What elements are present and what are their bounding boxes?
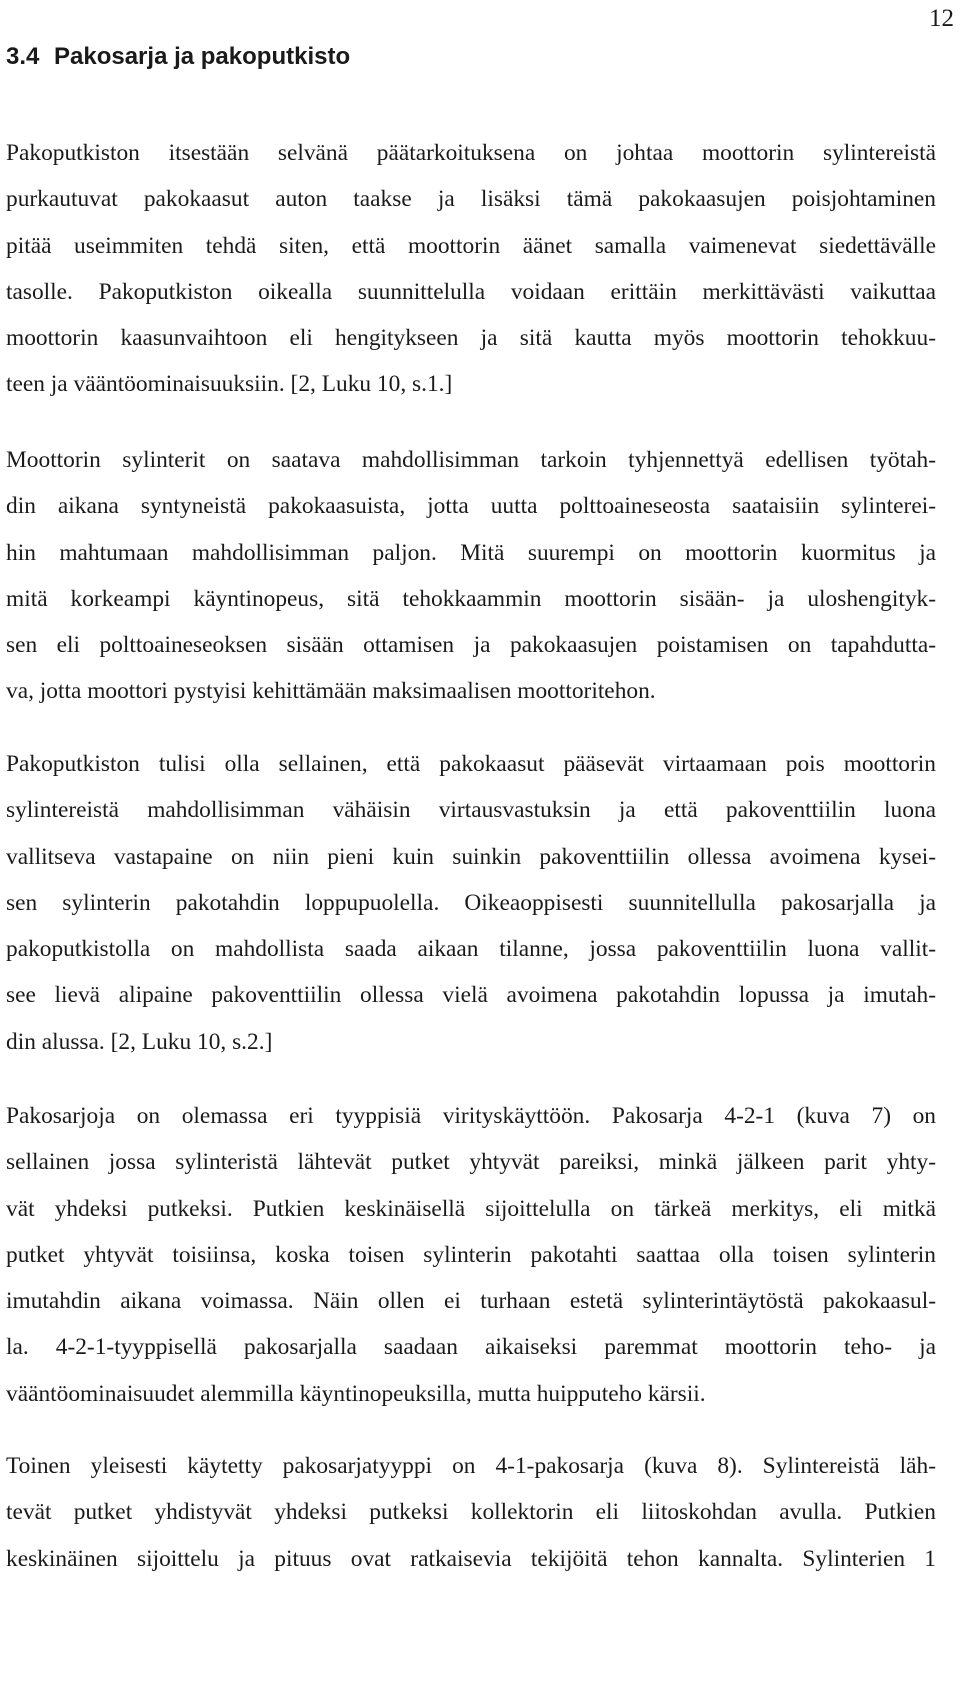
paragraph-line: hin mahtumaan mahdollisimman paljon. Mitä suurempi on moottorin kuormitus ja [6, 539, 936, 566]
paragraph-line: Pakoputkiston itsestään selvänä päätarkoituksena on johtaa moottorin sylintereistä [6, 140, 936, 166]
paragraph-2 [6, 437, 936, 715]
paragraph-line: vallitseva vastapaine on niin pieni kuin suinkin pakoventtiilin ollessa avoimena kysei- [6, 843, 936, 870]
paragraph-line: mitä korkeampi käyntinopeus, sitä tehokkaammin moottorin sisään- ja uloshengityk- [6, 585, 936, 612]
paragraph-line: moottorin kaasunvaihtoon eli hengitykseen ja sitä kautta myös moottorin tehokkuu- [6, 325, 936, 352]
section-title: Pakosarja ja pakoputkisto [54, 43, 351, 70]
paragraph-line: sellainen jossa sylinteristä lähtevät putket yhtyvät pareiksi, minkä jälkeen parit yhty- [6, 1149, 936, 1176]
paragraph-line: din alussa. [2, Luku 10, s.2.] [6, 1028, 273, 1055]
paragraph-4 [6, 1093, 936, 1417]
paragraph-line: Toinen yleisesti käytetty pakosarjatyyppi on 4-1-pakosarja (kuva 8). Sylintereistä läh- [6, 1453, 936, 1479]
paragraph-line: vät yhdeksi putkeksi. Putkien keskinäisellä sijoittelulla on tärkeä merkitys, eli mitkä [6, 1195, 936, 1222]
paragraph-line: tasolle. Pakoputkiston oikealla suunnittelulla voidaan erittäin merkittävästi vaikuttaa [6, 278, 936, 305]
paragraph-line: Pakoputkiston tulisi olla sellainen, että pakokaasut pääsevät virtaamaan pois moottorin [6, 751, 936, 777]
page-number: 12 [929, 5, 954, 32]
paragraph-line: keskinäinen sijoittelu ja pituus ovat ratkaisevia tekijöitä tehon kannalta. Sylinterien 1 [6, 1545, 936, 1572]
paragraph-5 [6, 1443, 936, 1582]
paragraph-line: imutahdin aikana voimassa. Näin ollen ei turhaan estetä sylinterintäytöstä pakokaasul- [6, 1288, 936, 1315]
paragraph-line: teen ja vääntöominaisuuksiin. [2, Luku 10, s.1.] [6, 371, 453, 398]
paragraph-1 [6, 130, 936, 408]
paragraph-line: purkautuvat pakokaasut auton taakse ja lisäksi tämä pakokaasujen poisjohtaminen [6, 186, 936, 213]
paragraph-line: pitää useimmiten tehdä siten, että moottorin äänet samalla vaimenevat siedettävälle [6, 232, 936, 259]
paragraph-line: sen eli polttoaineseoksen sisään ottamisen ja pakokaasujen poistamisen on tapahdutta- [6, 632, 936, 659]
paragraph-line: Pakosarjoja on olemassa eri tyyppisiä virityskäyttöön. Pakosarja 4-2-1 (kuva 7) on [6, 1103, 936, 1129]
paragraph-line: va, jotta moottori pystyisi kehittämään maksimaalisen moottoritehon. [6, 678, 656, 705]
paragraph-line: vääntöominaisuudet alemmilla käyntinopeuksilla, mutta huipputeho kärsii. [6, 1380, 706, 1407]
paragraph-line: la. 4-2-1-tyyppisellä pakosarjalla saadaan aikaiseksi paremmat moottorin teho- ja [6, 1334, 936, 1361]
paragraph-line: pakoputkistolla on mahdollista saada aikaan tilanne, jossa pakoventtiilin luona vallit- [6, 936, 936, 963]
paragraph-3 [6, 741, 936, 1065]
paragraph-line: din aikana syntyneistä pakokaasuista, jotta uutta polttoaineseosta saataisiin sylinterei- [6, 493, 936, 520]
paragraph-line: Moottorin sylinterit on saatava mahdollisimman tarkoin tyhjennettyä edellisen työtah- [6, 447, 936, 473]
paragraph-line: sen sylinterin pakotahdin loppupuolella. Oikeaoppisesti suunnitellulla pakosarjalla ja [6, 889, 936, 916]
paragraph-line: putket yhtyvät toisiinsa, koska toisen sylinterin pakotahti saattaa olla toisen sylinterin [6, 1241, 936, 1268]
paragraph-line: sylintereistä mahdollisimman vähäisin virtausvastuksin ja että pakoventtiilin luona [6, 797, 936, 824]
section-number: 3.4 [6, 43, 40, 70]
paragraph-line: see lievä alipaine pakoventtiilin ollessa vielä avoimena pakotahdin lopussa ja imutah- [6, 982, 936, 1009]
paragraph-line: tevät putket yhdistyvät yhdeksi putkeksi kollektorin eli liitoskohdan avulla. Putkien [6, 1499, 936, 1526]
section-heading [6, 42, 350, 72]
